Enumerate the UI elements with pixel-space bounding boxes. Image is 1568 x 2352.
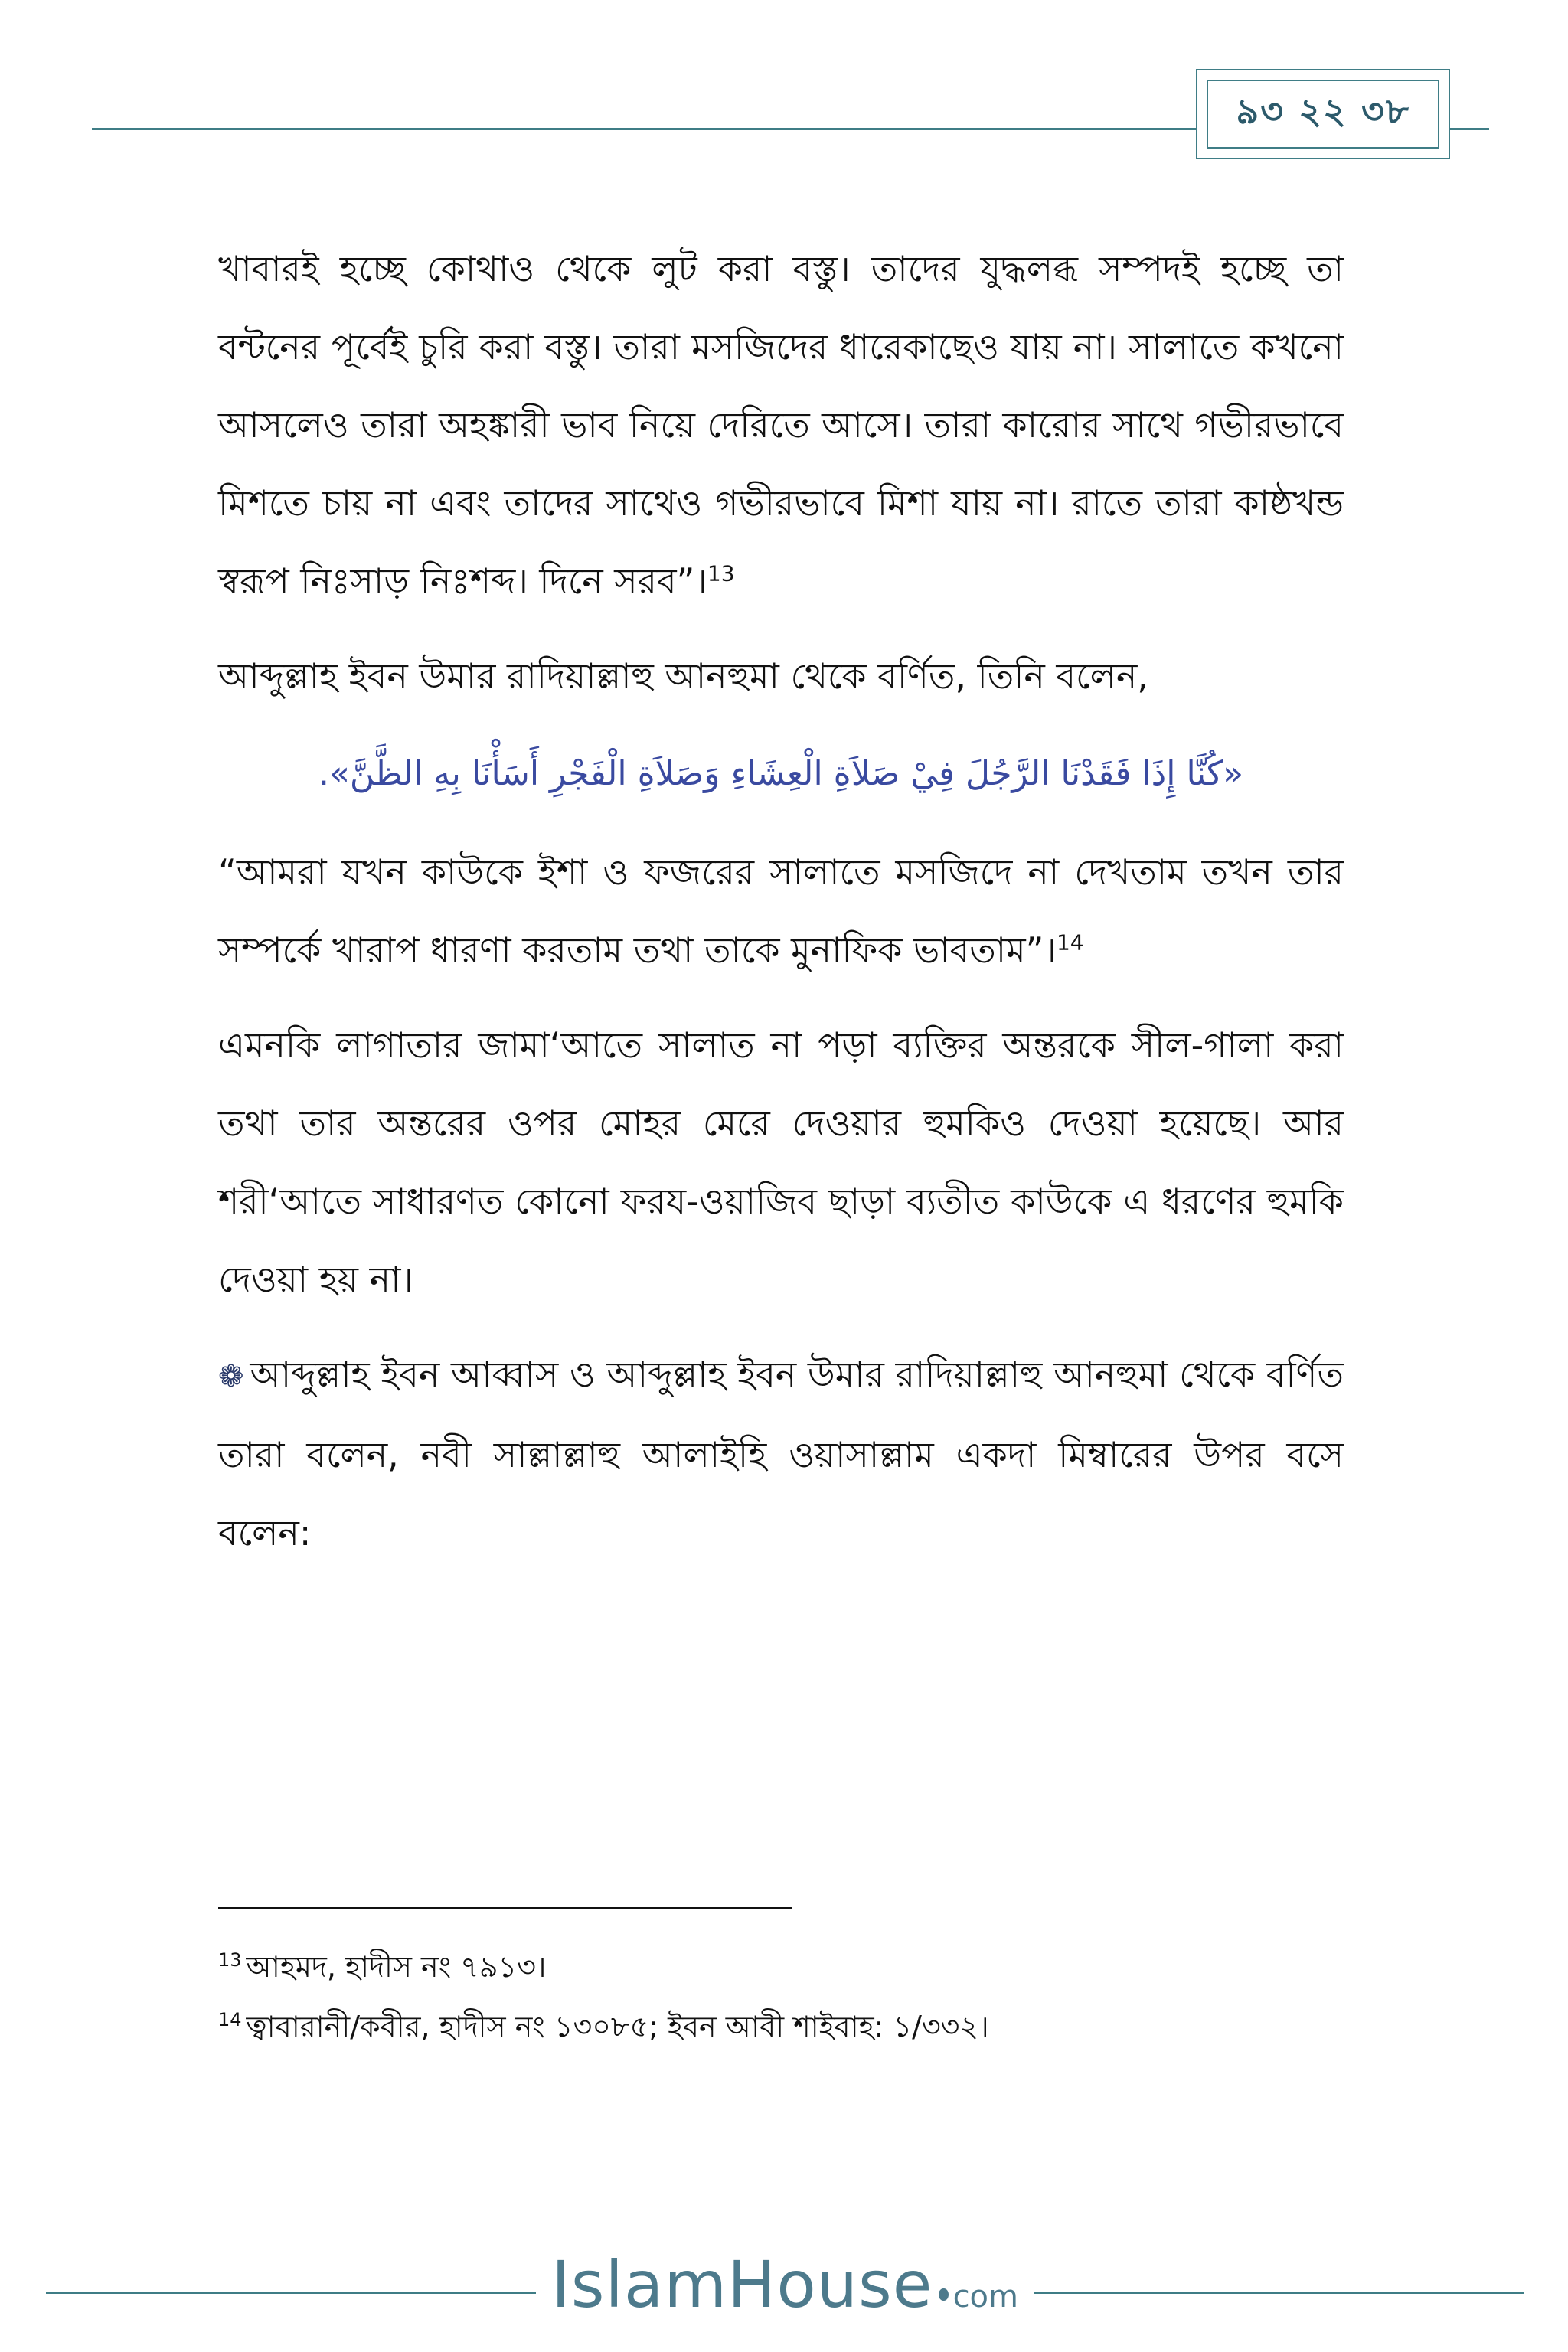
paragraph-1-text: খাবারই হচ্ছে কোথাও থেকে লুট করা বস্তু। তাদের যুদ্ধলব্ধ সম্পদই হচ্ছে তা বন্টনের পূর্বেই চুরি করা বস্তু। তারা মসজিদের ধারেকাছেও যায় না। সালাতে কখনো আসলেও তারা অহঙ্কারী ভাব নিয়ে দেরিতে আসে। তারা কারোর সাথে গভীরভাবে মিশতে চায় না এবং তাদের সাথেও গভীরভাবে মিশা যায় না। রাতে তারা কাষ্ঠখন্ড স্বরূপ নিঃসাড় নিঃশব্দ। দিনে সরব”। — [218, 248, 1344, 602]
footnote-text: আহমদ, হাদীস নং ৭৯১৩। — [246, 1950, 547, 1984]
footnote-13 — [218, 1945, 547, 1994]
flower-ornament-icon: ❁ — [218, 1359, 244, 1394]
paragraph-5 — [218, 1335, 1344, 1572]
footnote-text: ত্বাবারানী/কবীর, হাদীস নং ১৩০৮৫; ইবন আবী শাইবাহ: ১/৩৩২। — [246, 2010, 989, 2043]
footnote-14 — [218, 2004, 989, 2053]
logo-domain-suffix: com — [952, 2279, 1018, 2314]
paragraph-3 — [218, 833, 1344, 989]
islamhouse-logo[interactable] — [551, 2247, 1018, 2331]
paragraph-1 — [218, 230, 1344, 620]
footnote-number: 13 — [218, 1949, 242, 1971]
footnote-ref-14[interactable]: 14 — [1056, 929, 1084, 956]
logo-text: IslamHouse — [551, 2247, 933, 2322]
logo-dot-icon — [939, 2288, 948, 2301]
paragraph-2: আব্দুল্লাহ ইবন উমার রাদিয়াল্লাহু আনহুমা থেকে বর্ণিত, তিনি বলেন, — [218, 655, 1148, 697]
footnote-number: 14 — [218, 2009, 242, 2031]
arabic-hadith: «كُنَّا إِذَا فَقَدْنَا الرَّجُلَ فِيْ صَلاَةِ الْعِشَاءِ وَصَلاَةِ الْفَجْرِ أَسَأْنَا بِهِ الظَّنَّ». — [318, 754, 1244, 793]
footer-rule-left — [46, 2292, 536, 2294]
paragraph-5-text: আব্দুল্লাহ ইবন আব্বাস ও আব্দুল্লাহ ইবন উমার রাদিয়াল্লাহু আনহুমা থেকে বর্ণিত তারা বলেন, নবী সাল্লাল্লাহু আলাইহি ওয়াসাল্লাম একদা মিম্বারের উপর বসে বলেন: — [218, 1354, 1344, 1553]
paragraph-3-text: “আমরা যখন কাউকে ইশা ও ফজরের সালাতে মসজিদে না দেখতাম তখন তার সম্পর্কে খারাপ ধারণা করতাম তথা তাকে মুনাফিক ভাবতাম”। — [218, 851, 1344, 971]
page-number: ৯৩ ২২ ৩৮ — [1236, 90, 1410, 132]
footnote-ref-13[interactable]: 13 — [707, 560, 735, 586]
main-content — [218, 230, 1344, 1589]
footnote-separator — [218, 1907, 792, 1909]
page-number-frame — [1207, 80, 1439, 149]
paragraph-4: এমনকি লাগাতার জামা‘আতে সালাত না পড়া ব্যক্তির অন্তরকে সীল-গালা করা তথা তার অন্তরের ওপর মোহর মেরে দেওয়ার হুমকিও দেওয়া হয়েছে। আর শরী‘আতে সাধারণত কোনো ফরয-ওয়াজিব ছাড়া ব্যতীত কাউকে এ ধরণের হুমকি দেওয়া হয় না। — [218, 1024, 1344, 1300]
page-number-badge — [1196, 69, 1450, 159]
footer-rule-right — [1034, 2292, 1524, 2294]
